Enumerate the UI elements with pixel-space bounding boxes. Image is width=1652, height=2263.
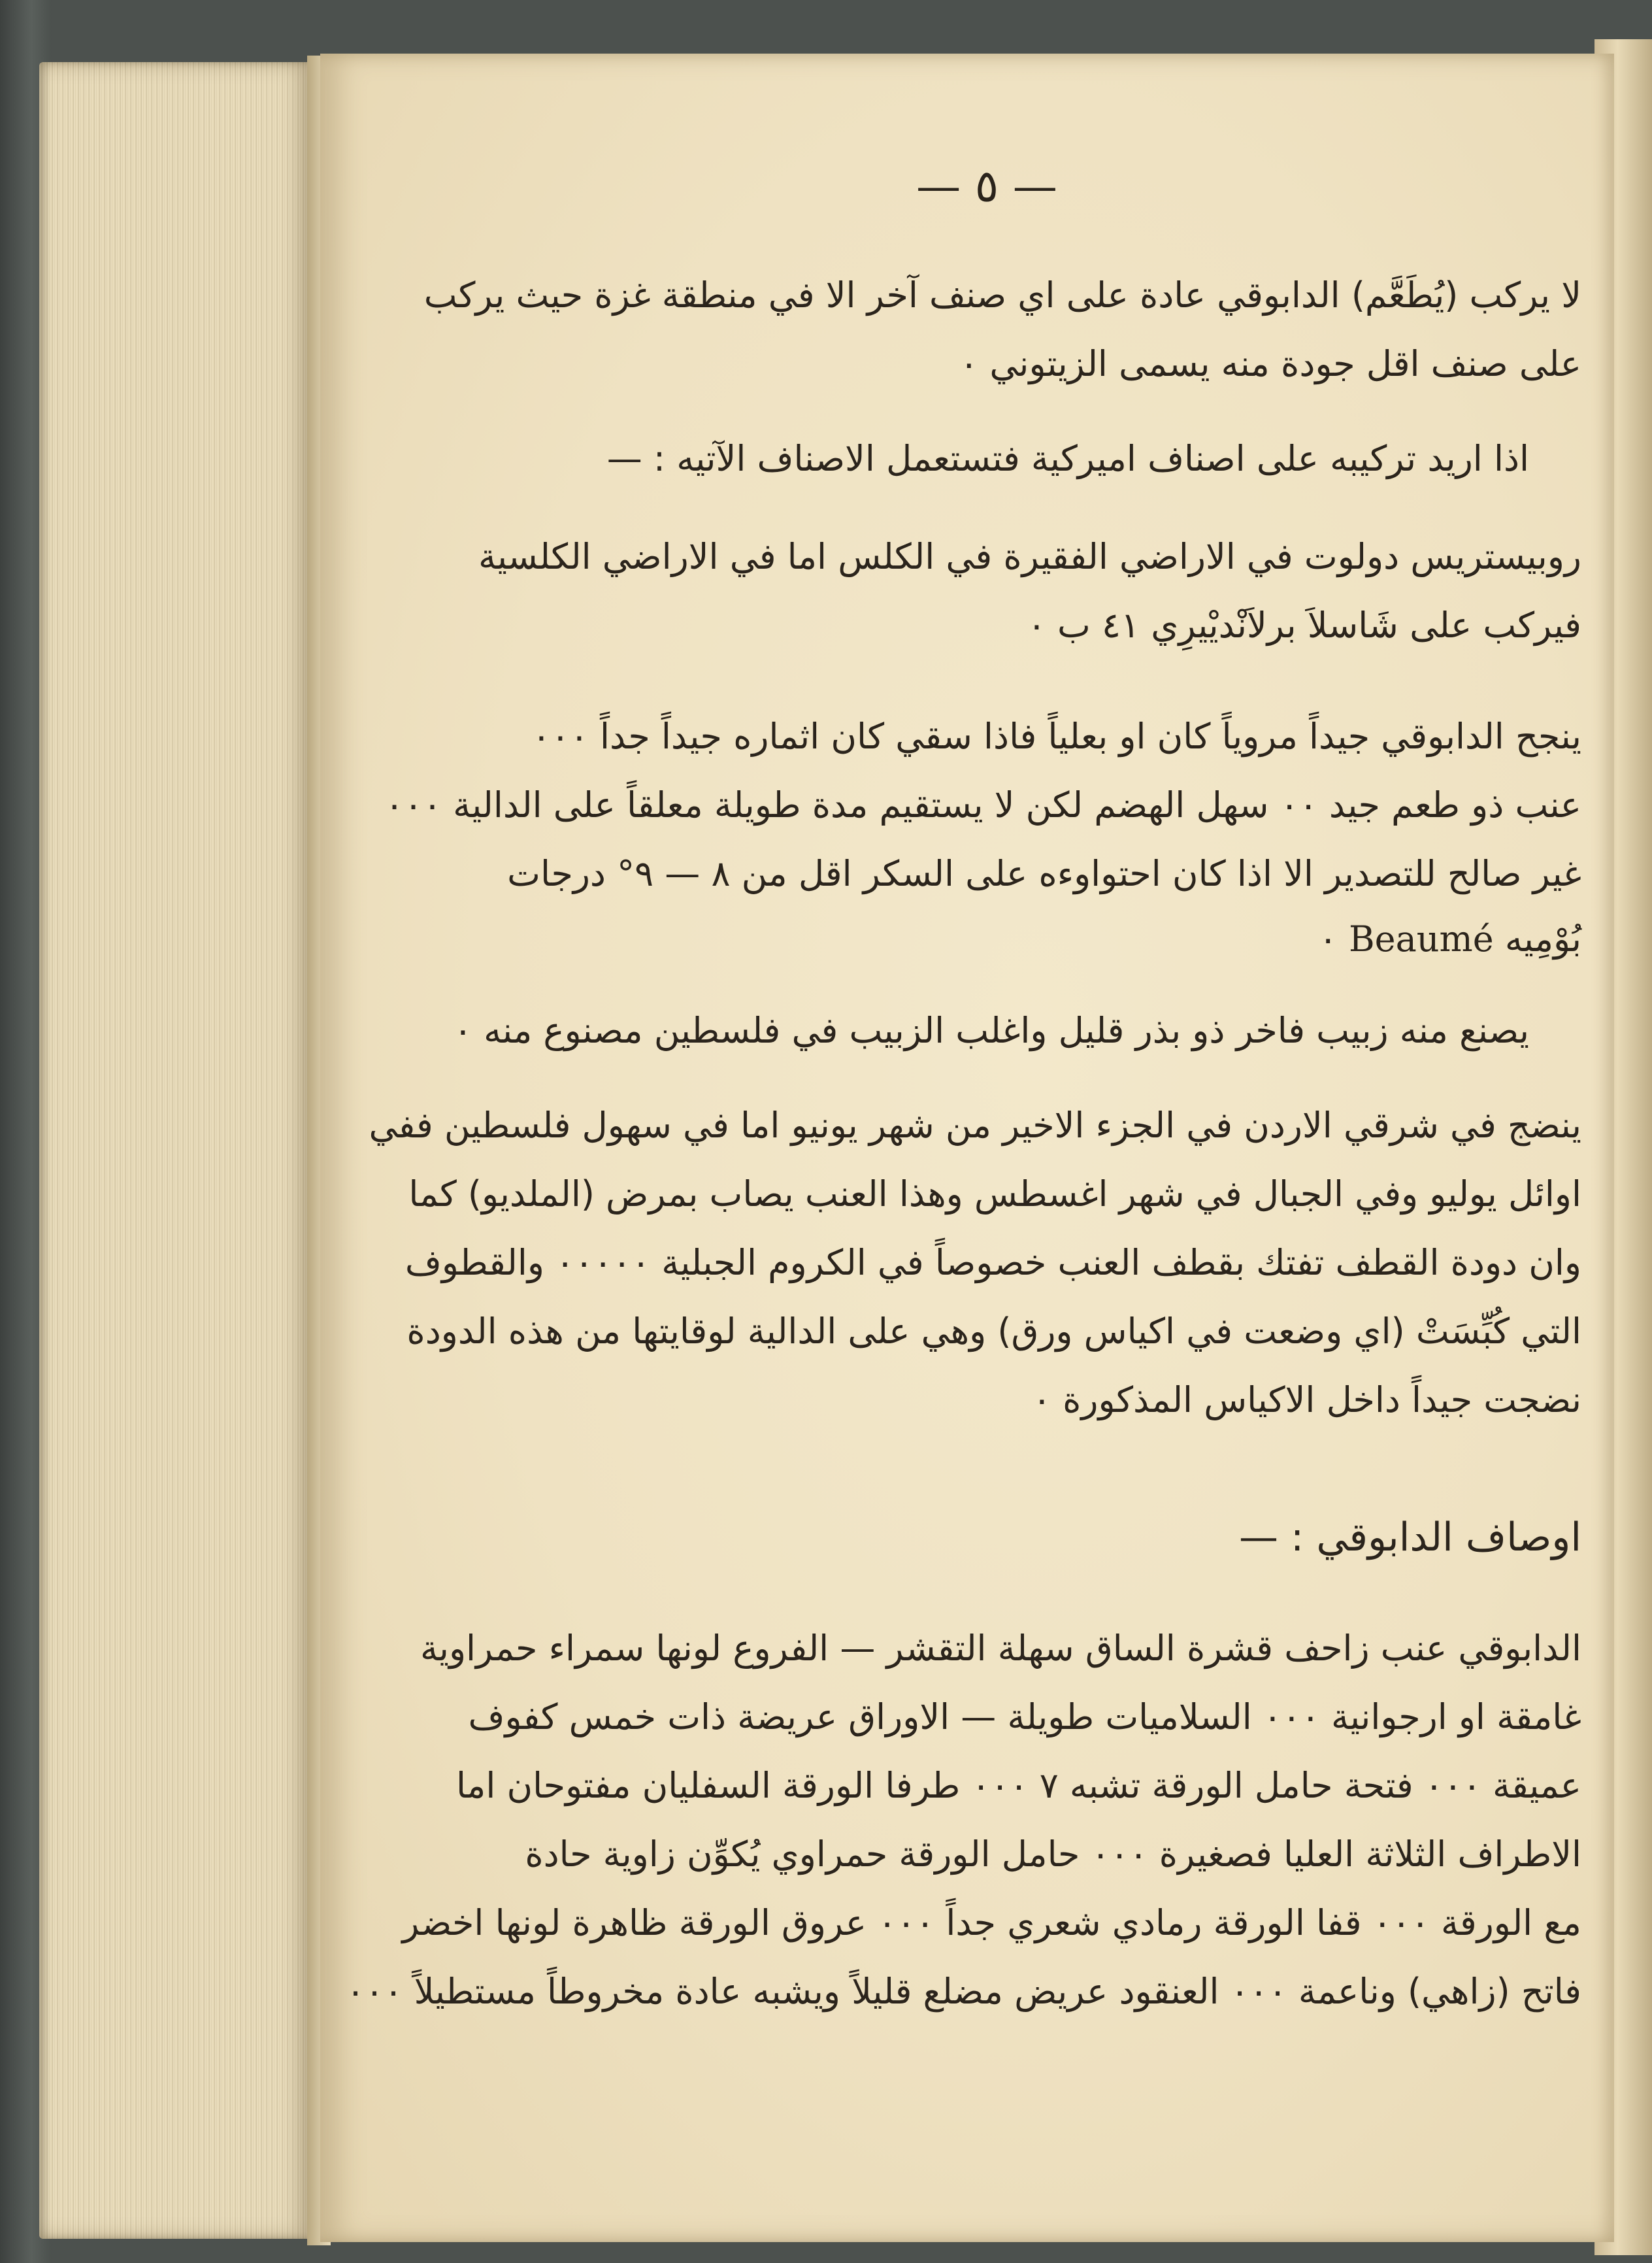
text-fragment: بُوْمِيه [1504,918,1581,960]
text-line: التي كُبِّسَتْ (اي وضعت في اكياس ورق) وهي على الدالية لوقايتها من هذه الدودة [406,1311,1581,1352]
text-line: غامقة او ارجوانية ٠٠٠ السلاميات طويلة — الاوراق عريضة ذات خمس كفوف [468,1696,1581,1737]
text-line: نضجت جيداً داخل الاكياس المذكورة ٠ [1032,1379,1581,1420]
page-stack-edges [39,62,314,2239]
text-line: وان دودة القطف تفتك بقطف العنب خصوصاً في الكروم الجبلية ٠٠٠٠٠ والقطوف [405,1242,1581,1283]
text-line: لا يركب (يُطَعَّم) الدابوقي عادة على اي صنف آخر الا في منطقة غزة حيث يركب [423,275,1581,316]
text-line: ينجح الدابوقي جيداً مروياً كان او بعلياً فاذا سقي كان اثماره جيداً جداً ٠٠٠ [531,716,1581,757]
text-line: اذا اريد تركيبه على اصناف اميركية فتستعمل الاصناف الآتيه : — [606,438,1529,479]
text-line: يصنع منه زبيب فاخر ذو بذر قليل واغلب الزبيب في فلسطين مصنوع منه ٠ [453,1010,1529,1051]
text-line: على صنف اقل جودة منه يسمى الزيتوني ٠ [959,343,1581,384]
text-line: غير صالح للتصدير الا اذا كان احتواوءه على السكر اقل من ٨ — ٩° درجات [507,853,1581,894]
section-heading: اوصاف الدابوقي : — [1238,1515,1581,1560]
latin-term: Beaumé [1348,918,1494,960]
text-line: روبيستريس دولوت في الاراضي الفقيرة في الكلس اما في الاراضي الكلسية [478,536,1581,577]
text-line: فاتح (زاهي) وناعمة ٠٠٠ العنقود عريض مضلع قليلاً ويشبه عادة مخروطاً مستطيلاً ٠٠٠ [346,1971,1581,2012]
text-line: الدابوقي عنب زاحف قشرة الساق سهلة التقشر — الفروع لونها سمراء حمراوية [420,1628,1581,1669]
text-line: فيركب على شَاسلاَ برلاَنْديْيرِي ٤١ ب ٠ [1027,605,1581,646]
text-line [1307,913,1581,965]
text-line: الاطراف الثلاثة العليا فصغيرة ٠٠٠ حامل الورقة حمراوي يُكوِّن زاوية حادة [525,1834,1581,1875]
text-line: مع الورقة ٠٠٠ قفا الورقة رمادي شعري جداً ٠٠٠ عروق الورقة ظاهرة لونها اخضر [402,1902,1581,1943]
text-line: عميقة ٠٠٠ فتحة حامل الورقة تشبه ٧ ٠٠٠ طرفا الورقة السفليان مفتوحان اما [455,1765,1581,1806]
page-number: — ٥ — [916,161,1057,212]
text-line: اوائل يوليو وفي الجبال في شهر اغسطس وهذا العنب يصاب بمرض (الملديو) كما [408,1173,1581,1215]
text-line: عنب ذو طعم جيد ٠٠ سهل الهضم لكن لا يستقيم مدة طويلة معلقاً على الدالية ٠٠٠ [384,784,1581,826]
text-fragment: ٠ [1318,918,1338,960]
text-line: ينضج في شرقي الاردن في الجزء الاخير من شهر يونيو اما في سهول فلسطين ففي [369,1105,1581,1146]
